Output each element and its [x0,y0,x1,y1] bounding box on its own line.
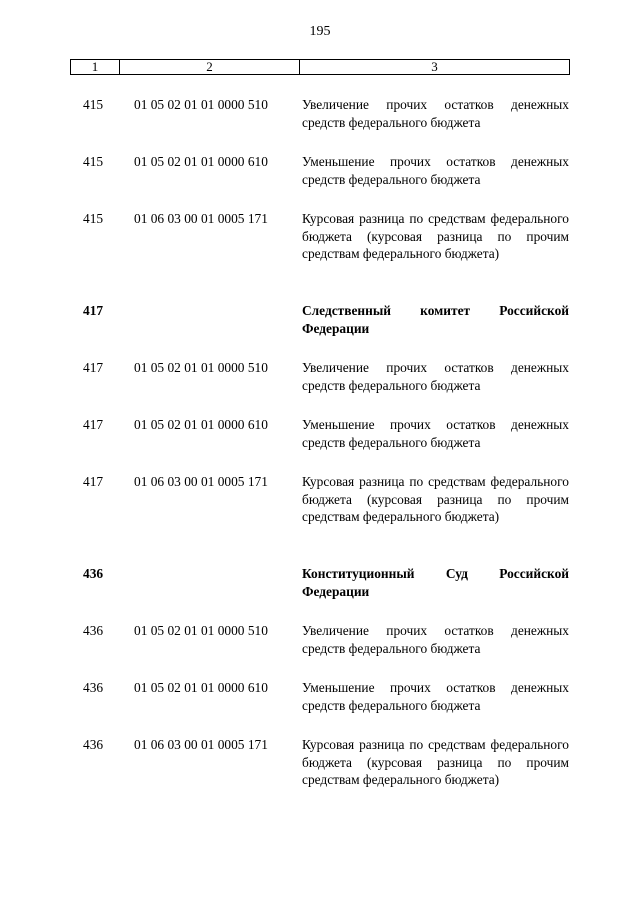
table-row [0,679,640,736]
table-row-section-heading [0,565,640,622]
admin-code: 436 [83,566,104,581]
table-row [0,359,640,416]
admin-code: 415 [83,154,104,169]
admin-code: 415 [83,211,104,226]
table-row [0,622,640,679]
budget-code: 01 05 02 01 01 0000 510 [134,360,268,375]
admin-code: 417 [83,360,104,375]
budget-code: 01 05 02 01 01 0000 610 [134,417,268,432]
admin-code: 417 [83,474,104,489]
admin-code: 436 [83,680,104,695]
budget-code: 01 06 03 00 01 0005 171 [134,211,268,226]
table-row [0,416,640,473]
table-row [0,153,640,210]
table-row-section-heading [0,302,640,359]
row-description: Увеличение прочих остатков денежных средств федерального бюджета [302,623,569,656]
admin-code: 417 [83,417,104,432]
admin-code: 436 [83,623,104,638]
budget-code: 01 05 02 01 01 0000 510 [134,623,268,638]
section-heading: Конституционный Суд Российской Федерации [302,566,569,599]
table-header [70,59,570,75]
row-description: Увеличение прочих остатков денежных средств федерального бюджета [302,360,569,393]
table-row [0,736,640,828]
row-description: Курсовая разница по средствам федерального бюджета (курсовая разница по прочим средствам федерального бюджета) [302,737,569,787]
page-number: 195 [309,24,331,39]
table-body [0,96,640,828]
header-col-1: 1 [71,60,120,74]
table-row [0,210,640,302]
budget-code: 01 06 03 00 01 0005 171 [134,737,268,752]
admin-code: 417 [83,303,104,318]
table-row [0,473,640,565]
row-description: Уменьшение прочих остатков денежных средств федерального бюджета [302,680,569,713]
row-description: Увеличение прочих остатков денежных средств федерального бюджета [302,97,569,130]
section-heading: Следственный комитет Российской Федерации [302,303,569,336]
row-description: Курсовая разница по средствам федерального бюджета (курсовая разница по прочим средствам федерального бюджета) [302,211,569,261]
header-col-2: 2 [120,60,300,74]
budget-code: 01 06 03 00 01 0005 171 [134,474,268,489]
row-description: Уменьшение прочих остатков денежных средств федерального бюджета [302,417,569,450]
budget-code: 01 05 02 01 01 0000 610 [134,154,268,169]
admin-code: 436 [83,737,104,752]
budget-code: 01 05 02 01 01 0000 510 [134,97,268,112]
header-col-3: 3 [431,59,438,74]
table-row [0,96,640,153]
admin-code: 415 [83,97,104,112]
row-description: Курсовая разница по средствам федерального бюджета (курсовая разница по прочим средствам федерального бюджета) [302,474,569,524]
row-description: Уменьшение прочих остатков денежных средств федерального бюджета [302,154,569,187]
budget-code: 01 05 02 01 01 0000 610 [134,680,268,695]
